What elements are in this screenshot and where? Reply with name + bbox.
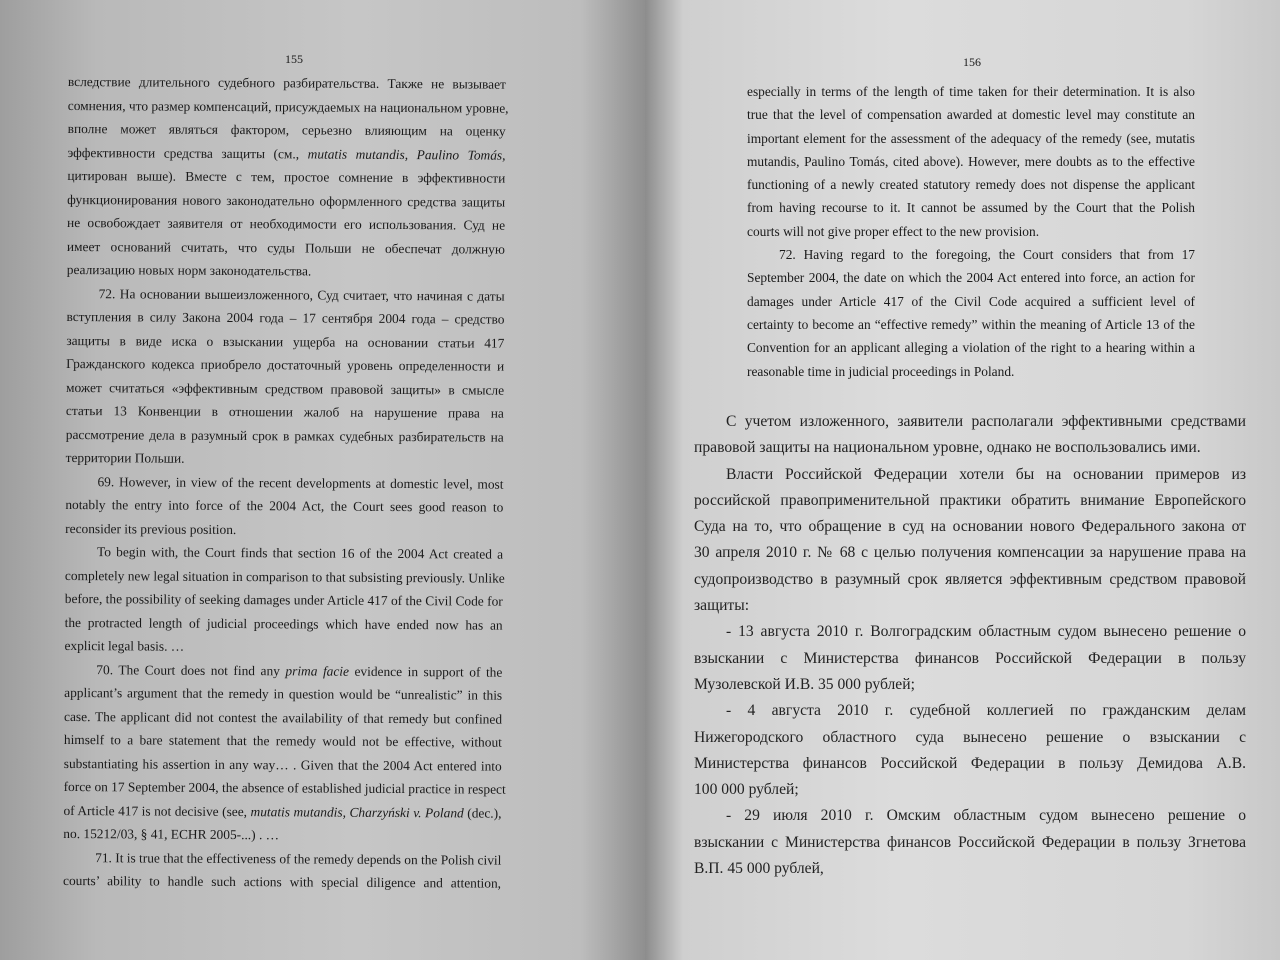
text-run: applicant’s argument that the remedy in question would be “unrealistic” in this (64, 684, 503, 703)
text-line (64, 728, 502, 754)
text-run: To begin with, the Court finds that section 16 of the 2004 Act created a (97, 544, 504, 562)
text-line (694, 672, 1246, 698)
text-line (747, 243, 1195, 266)
text-line (66, 375, 504, 401)
left-page-text (63, 70, 509, 895)
text-line (64, 657, 502, 683)
text-line (747, 336, 1195, 359)
text-run: эффективности средства защиты (см., (67, 144, 308, 161)
paragraph (64, 540, 503, 660)
text-line (63, 869, 501, 895)
text-run: 69. However, in view of the recent developments at domestic level, most (97, 473, 504, 492)
text-line (694, 593, 1246, 619)
text-line (63, 845, 501, 871)
russian-text (694, 409, 1246, 882)
text-line (63, 798, 501, 824)
text-run: 100 000 рублей; (694, 781, 799, 799)
text-run: evidence in support of the (348, 663, 503, 680)
text-run: Нижегородского областного суда вынесено решение о взыскании с (694, 728, 1246, 746)
text-run: especially in terms of the length of time taken for their determination. It is also (747, 84, 1195, 99)
text-line (68, 70, 506, 96)
page-number: 156 (963, 55, 981, 69)
text-line (694, 777, 1246, 803)
paragraph (63, 657, 506, 848)
text-line (63, 822, 501, 848)
text-run: не освобождает заявителя от необходимости его использования. Суд не (67, 214, 506, 233)
text-line (694, 462, 1246, 488)
text-line (67, 281, 505, 307)
text-run: Гражданского кодекса приобрело достаточный уровень определенности и (66, 355, 505, 374)
text-run: 70. The Court does not find any (96, 661, 286, 678)
text-run: может считаться «эффективным средством правовой защиты» в смысле (66, 379, 505, 398)
text-run: Музолевской И.В. 35 000 рублей; (694, 675, 915, 693)
text-line (65, 563, 503, 589)
text-line (747, 290, 1195, 313)
text-run: вполне может являться фактором, серьезно влияющим на оценку (67, 120, 506, 139)
text-line (747, 103, 1195, 126)
paragraph (66, 281, 505, 472)
text-run: functioning of a newly created statutory remedy does not dispense the applicant (747, 177, 1195, 193)
text-run: В.П. 45 000 рублей, (694, 860, 824, 878)
text-line (747, 313, 1195, 336)
paragraph (694, 462, 1246, 620)
text-line (67, 234, 505, 260)
text-line (64, 704, 502, 730)
text-run: (dec.), (463, 804, 502, 821)
text-line (747, 196, 1195, 219)
text-line (66, 399, 504, 425)
italic-citation: mutatis mutandis, Charzyński v. Poland (250, 803, 464, 820)
text-line (694, 540, 1246, 566)
paragraph (694, 619, 1246, 698)
text-run: courts’ ability to handle such actions with special diligence and attention, (63, 872, 502, 891)
text-run: С учетом изложенного, заявители располагали эффективными средствами (726, 413, 1246, 430)
text-line (65, 540, 503, 566)
text-line (694, 567, 1246, 593)
text-run: notably the entry into force of the 2004 Act, the Court sees good reason to (65, 496, 504, 515)
text-line (66, 446, 504, 472)
text-run: Власти Российской Федерации хотели бы на основании примеров из (726, 465, 1246, 483)
text-run: September 2004, the date on which the 2004 Act entered into force, an action for (747, 270, 1195, 286)
text-run: the protracted length of judicial proceedings which have ended now has an (64, 614, 503, 633)
text-line (747, 266, 1195, 289)
text-line (65, 469, 503, 495)
text-run: , (502, 147, 506, 163)
text-line (694, 435, 1246, 461)
text-line (64, 634, 502, 660)
text-run: Convention for an applicant alleging a violation of the right to a hearing within a (747, 340, 1195, 356)
text-line (64, 681, 502, 707)
text-line (694, 646, 1246, 672)
text-run: before, the possibility of seeking damages under Article 417 of the Civil Code for (64, 590, 503, 609)
text-run: certainty to become an “effective remedy” within the meaning of Article 13 of the (747, 316, 1195, 332)
text-run: 72. Having regard to the foregoing, the Court considers that from 17 (779, 247, 1195, 263)
paragraph (694, 698, 1246, 803)
text-run: substantiating his assertion in any way… . Given that the 2004 Act entered into (63, 755, 502, 774)
paragraph (65, 469, 503, 542)
text-run: реализацию новых норм законодательства. (66, 261, 312, 279)
text-run: Суда на то, что обращение в суд на основании нового Федерального закона от (694, 518, 1246, 536)
text-run: himself to a bare statement that the remedy would not be effective, without (63, 731, 502, 750)
text-line (66, 352, 504, 378)
text-run: from having recourse to it. It cannot be assumed by the Court that the Polish (747, 200, 1195, 216)
text-run: взыскании с Министерства финансов Российской Федерации в пользу (694, 649, 1246, 667)
text-run: правовой защиты на национальном уровне, однако не воспользовались ими. (694, 439, 1201, 457)
text-line (66, 422, 504, 448)
text-line (747, 360, 1195, 383)
text-line (694, 803, 1246, 829)
text-line (747, 173, 1195, 196)
text-run: completely new legal situation in comparison to that subsisting previously. Unlike (64, 567, 505, 586)
text-run: important element for the assessment of the adequacy of the remedy (see, mutatis (747, 130, 1195, 146)
paragraph (66, 70, 509, 284)
text-run: - 29 июля 2010 г. Омским областным судом вынесено решение о (726, 807, 1246, 825)
text-line (694, 619, 1246, 645)
text-run: of Article 417 is not decisive (see, (63, 802, 251, 819)
text-line (694, 830, 1246, 856)
text-run: защиты: (694, 597, 750, 615)
text-run: взыскании с Министерства финансов Российской Федерации в пользу Згнетова (694, 833, 1246, 851)
italic-citation: mutatis mutandis, Paulino Tomás (307, 145, 503, 163)
text-line (63, 775, 506, 801)
text-line (65, 516, 503, 542)
paragraph (747, 80, 1195, 243)
text-run: no. 15212/03, § 41, ECHR 2005-...) . … (63, 825, 280, 843)
paragraph (63, 845, 501, 895)
text-run: вступления в силу Закона 2004 года – 17 сентября 2004 года – средство (66, 308, 505, 327)
text-run: - 4 августа 2010 г. судебной коллегией по гражданским делам (726, 702, 1246, 720)
text-run: сомнения, что размер компенсаций, присуждаемых на национальном уровне, (67, 97, 509, 116)
english-quotation (747, 80, 1195, 383)
text-run: судопроизводство в разумный срок является эффективным средством правовой (694, 570, 1246, 588)
text-line (67, 258, 505, 284)
text-line (747, 127, 1195, 150)
text-run: 71. It is true that the effectiveness of the remedy depends on the Polish civil (95, 849, 502, 868)
text-run: damages under Article 417 of the Civil Code acquired a sufficient level of (747, 293, 1195, 309)
text-run: mutandis, Paulino Tomás, cited above). However, mere doubts as to the effective (747, 153, 1195, 169)
text-run: reasonable time in judicial proceedings in Poland. (747, 363, 1015, 379)
text-line (747, 80, 1195, 103)
text-line (66, 305, 504, 331)
text-run: статьи 13 Конвенции в отношении жалоб на нарушение права на (65, 402, 504, 421)
text-run: Министерства финансов Российской Федерации в пользу Демидова А.В. (694, 754, 1246, 772)
text-line (67, 140, 505, 166)
text-run: courts will not give proper effect to the new provision. (747, 223, 1040, 239)
text-line (747, 150, 1195, 173)
text-line (747, 220, 1195, 243)
text-run: защиты в виде иска о взыскании ущерба на основании статьи 417 (66, 332, 505, 351)
text-line (694, 856, 1246, 882)
text-run: рассмотрение дела в разумный срок в рамках судебных разбирательств на (65, 426, 504, 445)
text-line (694, 488, 1246, 514)
right-page (645, 0, 1280, 960)
text-line (65, 587, 503, 613)
page-number: 155 (285, 52, 303, 66)
text-run: территории Польши. (65, 449, 185, 466)
text-run: имеет оснований считать, что суды Польши не обеспечат должную (66, 238, 505, 257)
text-run: 72. На основании вышеизложенного, Суд считает, что начиная с даты (98, 285, 505, 304)
text-run: функционирования нового законодательно оформленного средства защиты (67, 191, 506, 210)
text-run: вследствие длительного судебного разбирательства. Также не вызывает (67, 73, 506, 92)
text-run: explicit legal basis. … (64, 637, 185, 654)
text-run: цитирован выше). Вместе с тем, простое сомнение в эффективности (67, 167, 506, 186)
text-run: российской правоприменительной практики обратить внимание Европейского (694, 491, 1246, 509)
text-line (66, 328, 504, 354)
text-run: force on 17 September 2004, the absence of established judicial practice in respect (63, 778, 506, 797)
text-run: reconsider its previous position. (65, 520, 237, 537)
text-run: case. The applicant did not contest the availability of that remedy but confined (64, 708, 503, 727)
text-line (68, 117, 506, 143)
text-line (67, 211, 505, 237)
text-line (67, 187, 505, 213)
text-line (694, 514, 1246, 540)
paragraph (747, 243, 1195, 383)
paragraph (694, 409, 1246, 462)
text-line (694, 698, 1246, 724)
text-run: 30 апреля 2010 г. № 68 с целью получения компенсации за нарушение права на (694, 544, 1246, 562)
text-run: true that the level of compensation awarded at domestic level may constitute an (747, 107, 1195, 123)
text-run: - 13 августа 2010 г. Волгоградским областным судом вынесено решение о (726, 623, 1246, 641)
paragraph (694, 803, 1246, 882)
italic-citation: prima facie (285, 662, 350, 679)
text-line (694, 751, 1246, 777)
text-line (65, 493, 503, 519)
text-line (67, 93, 509, 119)
text-line (65, 610, 503, 636)
text-line (694, 725, 1246, 751)
text-line (64, 751, 502, 777)
text-line (67, 164, 505, 190)
text-line (694, 409, 1246, 435)
